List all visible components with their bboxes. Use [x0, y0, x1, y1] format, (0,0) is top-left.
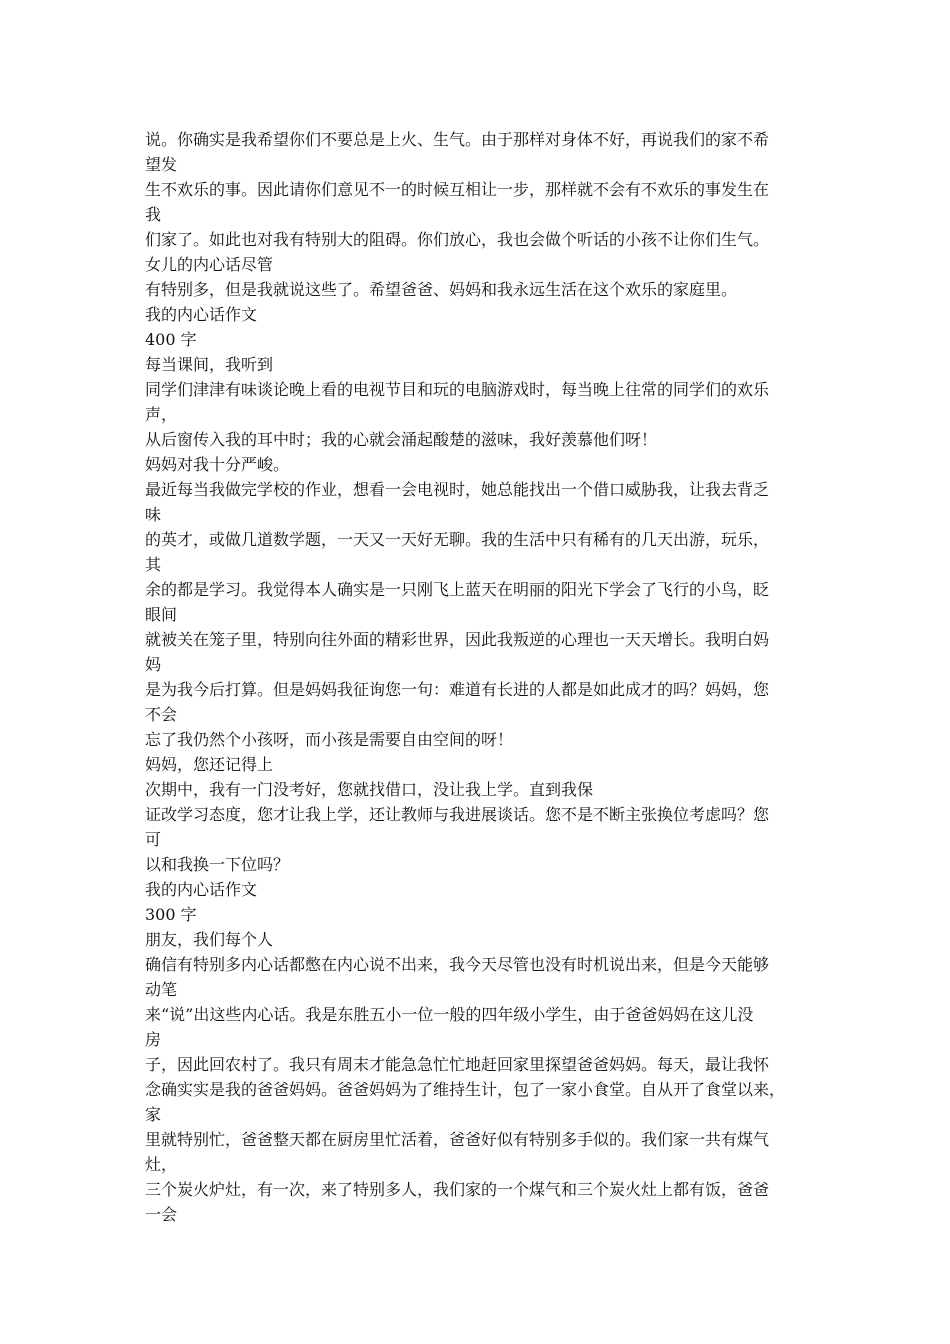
text-line: 念确实实是我的爸爸妈妈。爸爸妈妈为了维持生计，包了一家小食堂。自从开了食堂以来， [145, 1080, 786, 1099]
text-line: 声， [145, 405, 178, 424]
text-line: 来“说”出这些内心话。我是东胜五小一位一般的四年级小学生，由于爸爸妈妈在这儿没 [145, 1005, 754, 1024]
text-line: 眼间 [145, 605, 178, 624]
text-line: 说。你确实是我希望你们不要总是上火、生气。由于那样对身体不好，再说我们的家不希 [145, 130, 770, 149]
text-line: 是为我今后打算。但是妈妈我征询您一句：难道有长进的人都是如此成才的吗？妈妈，您 [145, 680, 770, 699]
text-line: 里就特别忙，爸爸整天都在厨房里忙活着，爸爸好似有特别多手似的。我们家一共有煤气 [145, 1130, 770, 1149]
text-line: 同学们津津有味谈论晚上看的电视节目和玩的电脑游戏时，每当晚上往常的同学们的欢乐 [145, 380, 770, 399]
text-line: 其 [145, 555, 162, 574]
text-line: 不会 [145, 705, 178, 724]
section-word-count: 300 字 [145, 905, 197, 924]
text-line: 确信有特别多内心话都憋在内心说不出来，我今天尽管也没有时机说出来，但是今天能够 [145, 955, 770, 974]
text-line: 朋友，我们每个人 [145, 930, 274, 949]
text-line: 动笔 [145, 980, 178, 999]
text-line: 次期中，我有一门没考好，您就找借口，没让我上学。直到我保 [145, 780, 594, 799]
text-line: 余的都是学习。我觉得本人确实是一只刚飞上蓝天在明丽的阳光下学会了飞行的小鸟，眨 [145, 580, 770, 599]
section-heading: 我的内心话作文 [145, 305, 258, 324]
text-line: 以和我换一下位吗？ [145, 855, 290, 874]
text-line: 灶， [145, 1155, 178, 1174]
text-line: 们家了。如此也对我有特别大的阻碍。你们放心，我也会做个听话的小孩不让你们生气。 [145, 230, 770, 249]
text-line: 房 [145, 1030, 162, 1049]
text-line: 就被关在笼子里，特别向往外面的精彩世界，因此我叛逆的心理也一天天增长。我明白妈 [145, 630, 770, 649]
document-body [145, 127, 825, 1227]
text-line: 从后窗传入我的耳中时；我的心就会涌起酸楚的滋味，我好羡慕他们呀！ [145, 430, 658, 449]
text-line: 我 [145, 205, 162, 224]
text-line: 妈 [145, 655, 162, 674]
text-line: 最近每当我做完学校的作业，想看一会电视时，她总能找出一个借口威胁我，让我去背乏 [145, 480, 770, 499]
section-word-count: 400 字 [145, 330, 197, 349]
text-line: 有特别多，但是我就说这些了。希望爸爸、妈妈和我永远生活在这个欢乐的家庭里。 [145, 280, 738, 299]
text-line: 子，因此回农村了。我只有周末才能急急忙忙地赶回家里探望爸爸妈妈。每天，最让我怀 [145, 1055, 770, 1074]
text-line: 望发 [145, 155, 178, 174]
text-line: 可 [145, 830, 162, 849]
text-line: 一会 [145, 1205, 178, 1224]
text-line: 证改学习态度，您才让我上学，还让教师与我进展谈话。您不是不断主张换位考虑吗？您 [145, 805, 770, 824]
text-line: 每当课间，我听到 [145, 355, 274, 374]
text-line: 生不欢乐的事。因此请你们意见不一的时候互相让一步，那样就不会有不欢乐的事发生在 [145, 180, 770, 199]
text-line: 三个炭火炉灶，有一次，来了特别多人，我们家的一个煤气和三个炭火灶上都有饭，爸爸 [145, 1180, 770, 1199]
text-line: 家 [145, 1105, 162, 1124]
text-line: 的英才，或做几道数学题，一天又一天好无聊。我的生活中只有稀有的几天出游，玩乐， [145, 530, 770, 549]
text-line: 妈妈对我十分严峻。 [145, 455, 290, 474]
text-line: 女儿的内心话尽管 [145, 255, 274, 274]
text-line: 忘了我仍然个小孩呀，而小孩是需要自由空间的呀！ [145, 730, 514, 749]
text-line: 妈妈，您还记得上 [145, 755, 274, 774]
section-heading: 我的内心话作文 [145, 880, 258, 899]
text-line: 味 [145, 505, 162, 524]
